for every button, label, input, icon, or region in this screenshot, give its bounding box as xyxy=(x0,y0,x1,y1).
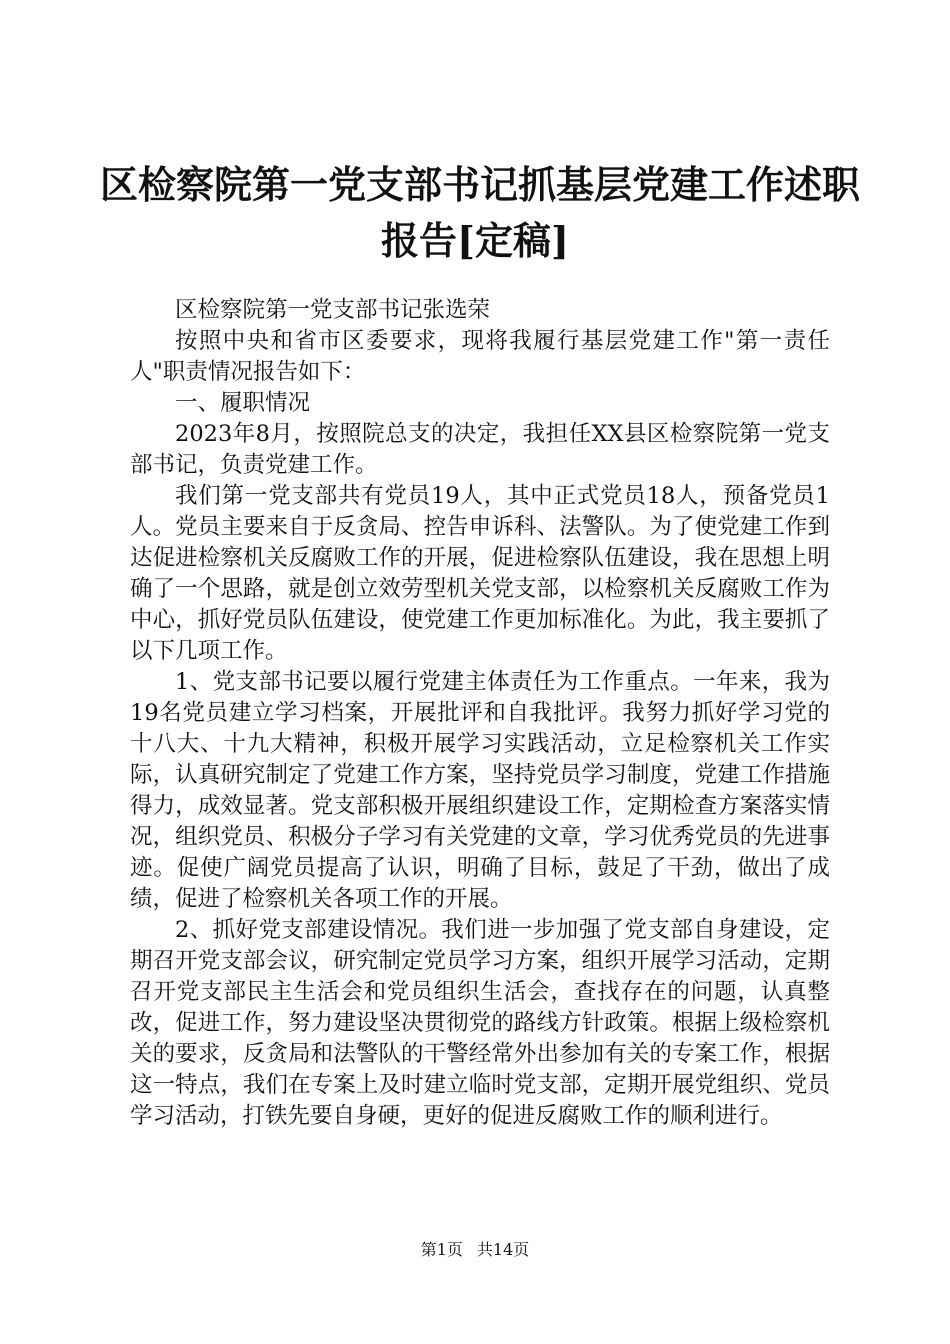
body-paragraph: 1、党支部书记要以履行党建主体责任为工作重点。一年来，我为19名党员建立学习档案，开展批评和自我批评。我努力抓好学习党的十八大、十九大精神，积极开展学习实践活动，立足检察机关工作实际，认真研究制定了党建工作方案，坚持党员学习制度，党建工作措施得力，成效显著。党支部积极开展组织建设工作，定期检查方案落实情况，组织党员、积极分子学习有关党建的文章，学习优秀党员的先进事迹。促使广阔党员提高了认识，明确了目标，鼓足了干劲，做出了成绩，促进了检察机关各项工作的开展。 xyxy=(130,669,830,912)
document-title-line-2: 报告[定稿] xyxy=(381,218,569,263)
body-paragraph: 2、抓好党支部建设情况。我们进一步加强了党支部自身建设，定期召开党支部会议，研究制定党员学习方案，组织开展学习活动，定期召开党支部民主生活会和党员组织生活会，查找存在的问题，认真整改，促进工作，努力建设坚决贯彻党的路线方针政策。根据上级检察机关的要求，反贪局和法警队的干警经常外出参加有关的专案工作，根据这一特点，我们在专案上及时建立临时党支部，定期开展党组织、党员学习活动，打铁先要自身硬，更好的促进反腐败工作的顺利进行。 xyxy=(130,917,830,1129)
page-number: 第1页 xyxy=(420,1240,463,1259)
author-line: 区检察院第一党支部书记张选荣 xyxy=(175,297,491,323)
body-paragraph: 2023年8月，按照院总支的决定，我担任XX县区检察院第一党支部书记，负责党建工作。 xyxy=(130,421,830,478)
section-heading: 一、履职情况 xyxy=(175,390,311,416)
intro-paragraph: 按照中央和省市区委要求，现将我履行基层党建工作"第一责任人"职责情况报告如下： xyxy=(130,328,830,385)
page-footer xyxy=(0,1240,950,1260)
body-paragraph: 我们第一党支部共有党员19人，其中正式党员18人，预备党员1人。党员主要来自于反贪局、控告申诉科、法警队。为了使党建工作到达促进检察机关反腐败工作的开展，促进检察队伍建设，我在思想上明确了一个思路，就是创立效劳型机关党支部，以检察机关反腐败工作为中心，抓好党员队伍建设，使党建工作更加标准化。为此，我主要抓了以下几项工作。 xyxy=(130,483,830,664)
document-body xyxy=(130,295,830,1132)
page-total: 共14页 xyxy=(476,1240,530,1259)
document-title-line-1: 区检察院第一党支部书记抓基层党建工作述职 xyxy=(100,162,861,207)
